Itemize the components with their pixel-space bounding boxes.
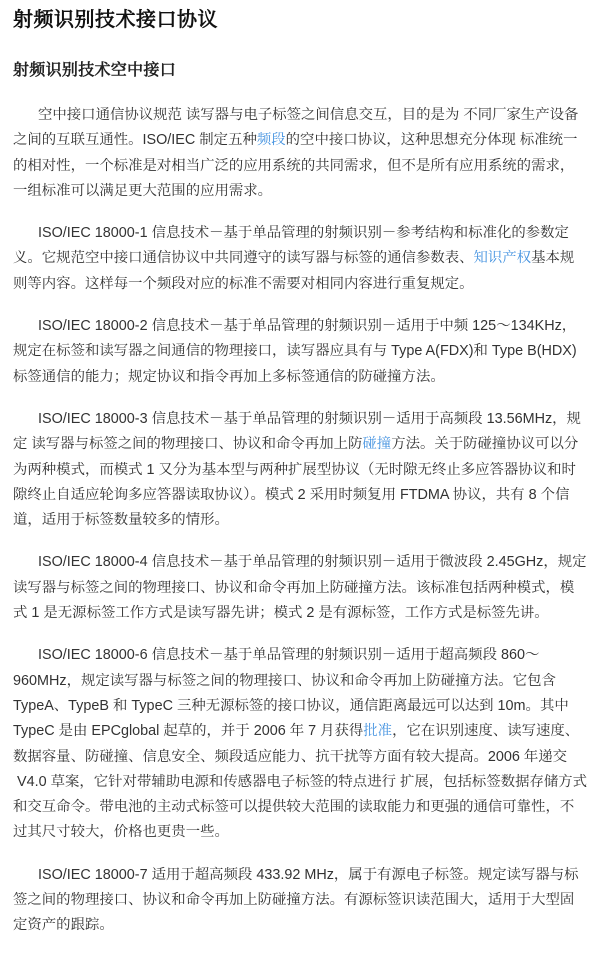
text-segment: ISO/IEC 18000-4 信息技术－基于单品管理的射频识别－适用于微波段 2.45GHz，规定读写器与标签之间的物理接口、协议和命令再加上防碰撞方法。该标准包括两种模式，模式 1 是无源标签工作方式是读写器先讲；模式 2 是有源标签，工作方式是标签先讲。 [13, 554, 587, 622]
text-segment: ，它在识别速度、读写速度、数据容量、防碰撞、信息安全、频段适应能力、抗干扰等方面有较大提高。2006 年递交 V4.0 草案，它针对带辅助电源和传感器电子标签的特点进行 扩展，包括标签数据存储方式和交互命令。带电池的主动式标签可以提供较大范围的读取能力和更强的通信可靠性，不过其尺寸较大，价格也更贵一些。 [13, 723, 588, 841]
paragraph [13, 103, 588, 204]
text-segment: ISO/IEC 18000-7 适用于超高频段 433.92 MHz，属于有源电子标签。规定读写器与标签之间的物理接口、协议和命令再加上防碰撞方法。有源标签识读范围大，适用于大型固定资产的跟踪。 [13, 866, 579, 934]
inline-link[interactable]: 知识产权 [473, 250, 532, 267]
text-segment: ISO/IEC 18000-6 信息技术－基于单品管理的射频识别－适用于超高频段 860～960MHz，规定读写器与标签之间的物理接口、协议和命令再加上防碰撞方法。它包含 TypeA、TypeB 和 TypeC 三种无源标签的接口协议，通信距离最远可以达到 10m。其中 TypeC 是由 EPCglobal 起草的，并于 2006 年 7 月获得 [13, 647, 569, 740]
paragraph [13, 550, 588, 626]
text-segment: 的空中接口协议，这种思想充分体现 标准统一的相对性，一个标准是对相当广泛的应用系统的共同需求，但不是所有应用系统的需求，一组标准可以满足更大范围的应用需求。 [13, 132, 578, 199]
paragraph-container [13, 103, 588, 939]
text-segment: 空中接口通信协议规范 读写器与电子标签之间信息交互，目的是为 不同厂家生产设备之间的互联互通性。ISO/IEC 制定五种 [13, 107, 579, 149]
inline-link[interactable]: 频段 [256, 132, 286, 149]
text-segment: ISO/IEC 18000-3 信息技术－基于单品管理的射频识别－适用于高频段 13.56MHz，规定 读写器与标签之间的物理接口、协议和命令再加上防 [13, 410, 581, 453]
text-segment: 基本规则等内容。这样每一个频段对应的标准不需要对相同内容进行重复规定。 [13, 250, 575, 292]
paragraph [13, 643, 588, 845]
paragraph [13, 221, 588, 297]
text-segment: 方法。关于防碰撞协议可以分为两种模式，而模式 1 又分为基本型与两种扩展型协议（无时隙无终止多应答器协议和时隙终止自适应轮询多应答器读取协议）。模式 2 采用时频复用 FTDMA 协议，共有 8 个信道，适用于标签数量较多的情形。 [13, 436, 579, 529]
paragraph [13, 407, 588, 533]
paragraph [13, 863, 588, 939]
inline-link[interactable]: 碰撞 [362, 436, 392, 453]
page-title: 射频识别技术接口协议 [13, 9, 218, 31]
text-segment: ISO/IEC 18000-1 信息技术－基于单品管理的射频识别－参考结构和标准化的参数定义。它规范空中接口通信协议中共同遵守的读写器与标签的通信参数表、 [13, 225, 569, 267]
inline-link[interactable]: 批准 [363, 723, 393, 740]
section-heading: 射频识别技术空中接口 [13, 62, 177, 79]
text-segment: ISO/IEC 18000-2 信息技术－基于单品管理的射频识别－适用于中频 125～134KHz，规定在标签和读写器之间通信的物理接口，读写器应具有与 Type A(FDX)和 Type B(HDX)标签通信的能力；规定协议和指令再加上多标签通信的防碰撞方法。 [13, 318, 577, 385]
paragraph [13, 314, 588, 390]
